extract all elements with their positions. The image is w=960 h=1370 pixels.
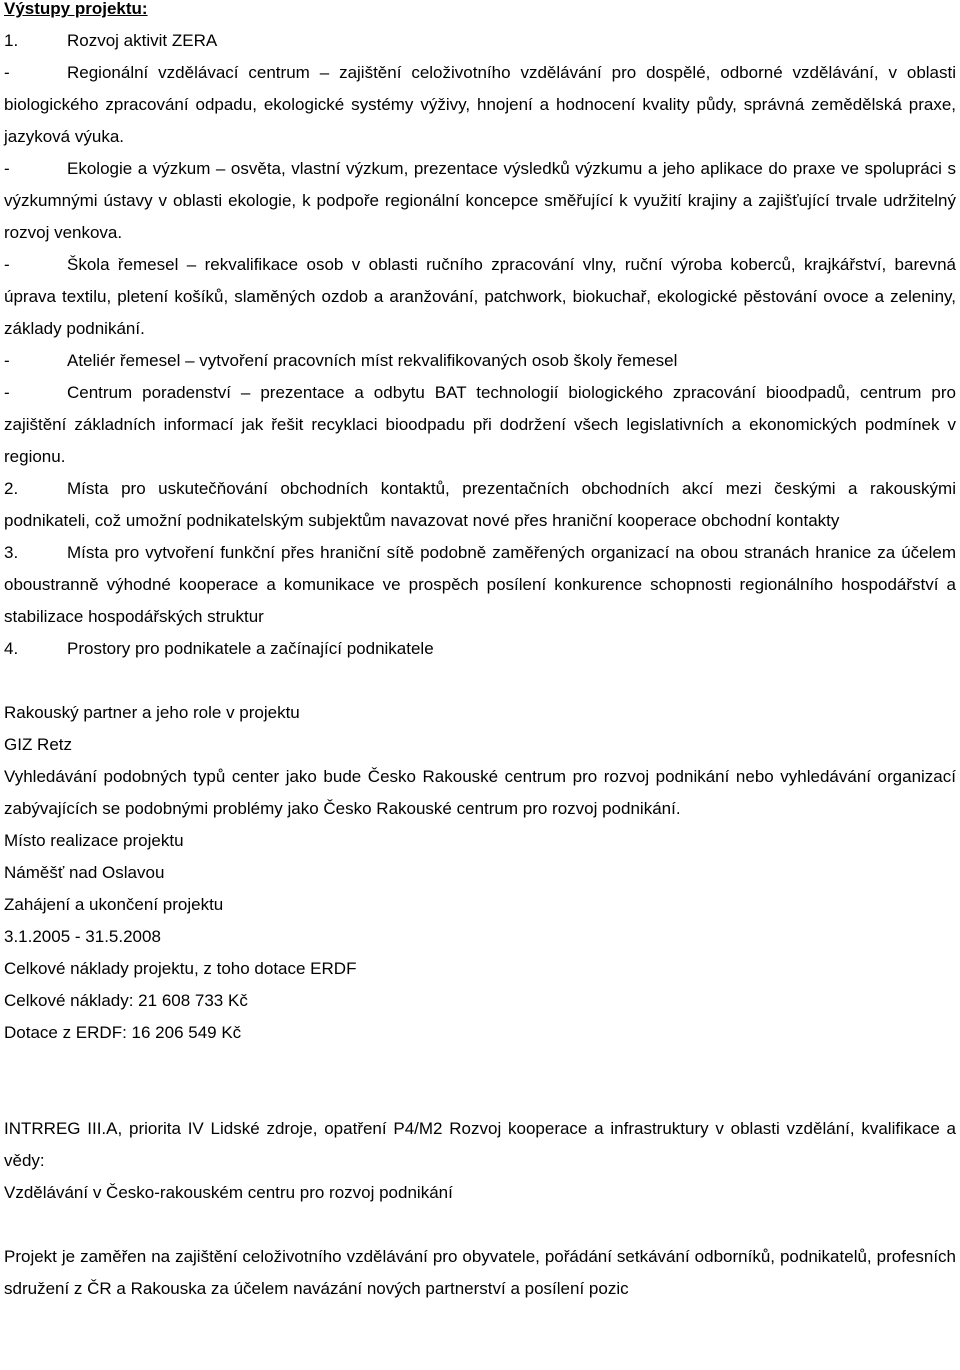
costs-erdf: Dotace z ERDF: 16 206 549 Kč bbox=[4, 1023, 242, 1042]
item-marker: - bbox=[4, 383, 10, 402]
spacer bbox=[4, 1209, 956, 1241]
output-item-consulting-centre bbox=[4, 377, 956, 473]
item-text: Centrum poradenství – prezentace a odbytu BAT technologií biologického zpracování bioodpadů, centrum pro zajištění základních informací jak řešit recyklaci bioodpadu při dodržení všech legislativních a ekonomických podmínek v regionu. bbox=[4, 383, 956, 466]
outputs-heading: Výstupy projektu: bbox=[4, 0, 148, 18]
item-marker: 4. bbox=[4, 639, 19, 658]
output-item-crafts-atelier bbox=[4, 345, 956, 377]
location-label: Místo realizace projektu bbox=[4, 831, 184, 850]
item-marker: 1. bbox=[4, 31, 19, 50]
partner-role: Vyhledávání podobných typů center jako bude Česko Rakouské centrum pro rozvoj podnikání nebo vyhledávání organizací zabývajících se podobnými problémy jako Česko Rakouské centrum pro rozvoj podnikání. bbox=[4, 767, 956, 818]
item-text: Místa pro vytvoření funkční přes hraniční sítě podobně zaměřených organizací na obou stranách hranice za účelem oboustranně výhodné kooperace a komunikace ve prospěch posílení konkurence schopnosti regionálního hospodářství a stabilizace hospodářských struktur bbox=[4, 543, 956, 626]
item-marker: - bbox=[4, 159, 10, 178]
partner-name: GIZ Retz bbox=[4, 735, 73, 754]
item-text: Ekologie a výzkum – osvěta, vlastní výzkum, prezentace výsledků výzkumu a jeho aplikace do praxe ve spolupráci s výzkumnými ústavy v oblasti ekologie, k podpoře regionální koncepce směřující k využití krajiny a zajišťující trvale udržitelný rozvoj venkova. bbox=[4, 159, 956, 242]
costs-label: Celkové náklady projektu, z toho dotace ERDF bbox=[4, 959, 357, 978]
item-marker: - bbox=[4, 351, 10, 370]
program-description: Projekt je zaměřen na zajištění celoživotního vzdělávání pro obyvatele, pořádání setkávání odborníků, podnikatelů, profesních sdružení z ČR a Rakouska za účelem navázání nových partnerství a posílení pozic bbox=[4, 1247, 956, 1298]
output-item-ecology-research bbox=[4, 153, 956, 249]
spacer bbox=[4, 665, 956, 697]
period-label: Zahájení a ukončení projektu bbox=[4, 895, 224, 914]
program-project: Vzdělávání v Česko-rakouském centru pro rozvoj podnikání bbox=[4, 1183, 453, 1202]
location-value: Náměšť nad Oslavou bbox=[4, 863, 165, 882]
output-item-1 bbox=[4, 25, 956, 57]
item-text: Ateliér řemesel – vytvoření pracovních míst rekvalifikovaných osob školy řemesel bbox=[67, 351, 678, 370]
period-value: 3.1.2005 - 31.5.2008 bbox=[4, 927, 161, 946]
item-text: Rozvoj aktivit ZERA bbox=[67, 31, 218, 50]
item-text: Regionální vzdělávací centrum – zajištění celoživotního vzdělávání pro dospělé, odborné vzdělávání, v oblasti biologického zpracování odpadu, ekologické systémy výživy, hnojení a hodnocení kvality půdy, správná zemědělská praxe, jazyková výuka. bbox=[4, 63, 956, 146]
item-text: Prostory pro podnikatele a začínající podnikatele bbox=[67, 639, 434, 658]
item-marker: - bbox=[4, 63, 10, 82]
partner-label: Rakouský partner a jeho role v projektu bbox=[4, 703, 300, 722]
item-marker: 2. bbox=[4, 479, 19, 498]
item-marker: 3. bbox=[4, 543, 19, 562]
item-text: Škola řemesel – rekvalifikace osob v oblasti ručního zpracování vlny, ruční výroba koberců, krajkářství, barevná úprava textilu, pletení košíků, slaměných ozdob a aranžování, patchwork, biokuchař, ekologické pěstování ovoce a zeleniny, základy podnikání. bbox=[4, 255, 956, 338]
spacer bbox=[4, 1049, 956, 1113]
output-item-4 bbox=[4, 633, 956, 665]
output-item-regional-centre bbox=[4, 57, 956, 153]
output-item-3 bbox=[4, 537, 956, 633]
item-marker: - bbox=[4, 255, 10, 274]
output-item-2 bbox=[4, 473, 956, 537]
program-title: INTRREG III.A, priorita IV Lidské zdroje, opatření P4/M2 Rozvoj kooperace a infrastruktury v oblasti vzdělání, kvalifikace a vědy: bbox=[4, 1119, 956, 1170]
costs-total: Celkové náklady: 21 608 733 Kč bbox=[4, 991, 248, 1010]
output-item-crafts-school bbox=[4, 249, 956, 345]
item-text: Místa pro uskutečňování obchodních kontaktů, prezentačních obchodních akcí mezi českými a rakouskými podnikateli, což umožní podnikatelským subjektům navazovat nové přes hraniční kooperace obchodní kontakty bbox=[4, 479, 956, 530]
